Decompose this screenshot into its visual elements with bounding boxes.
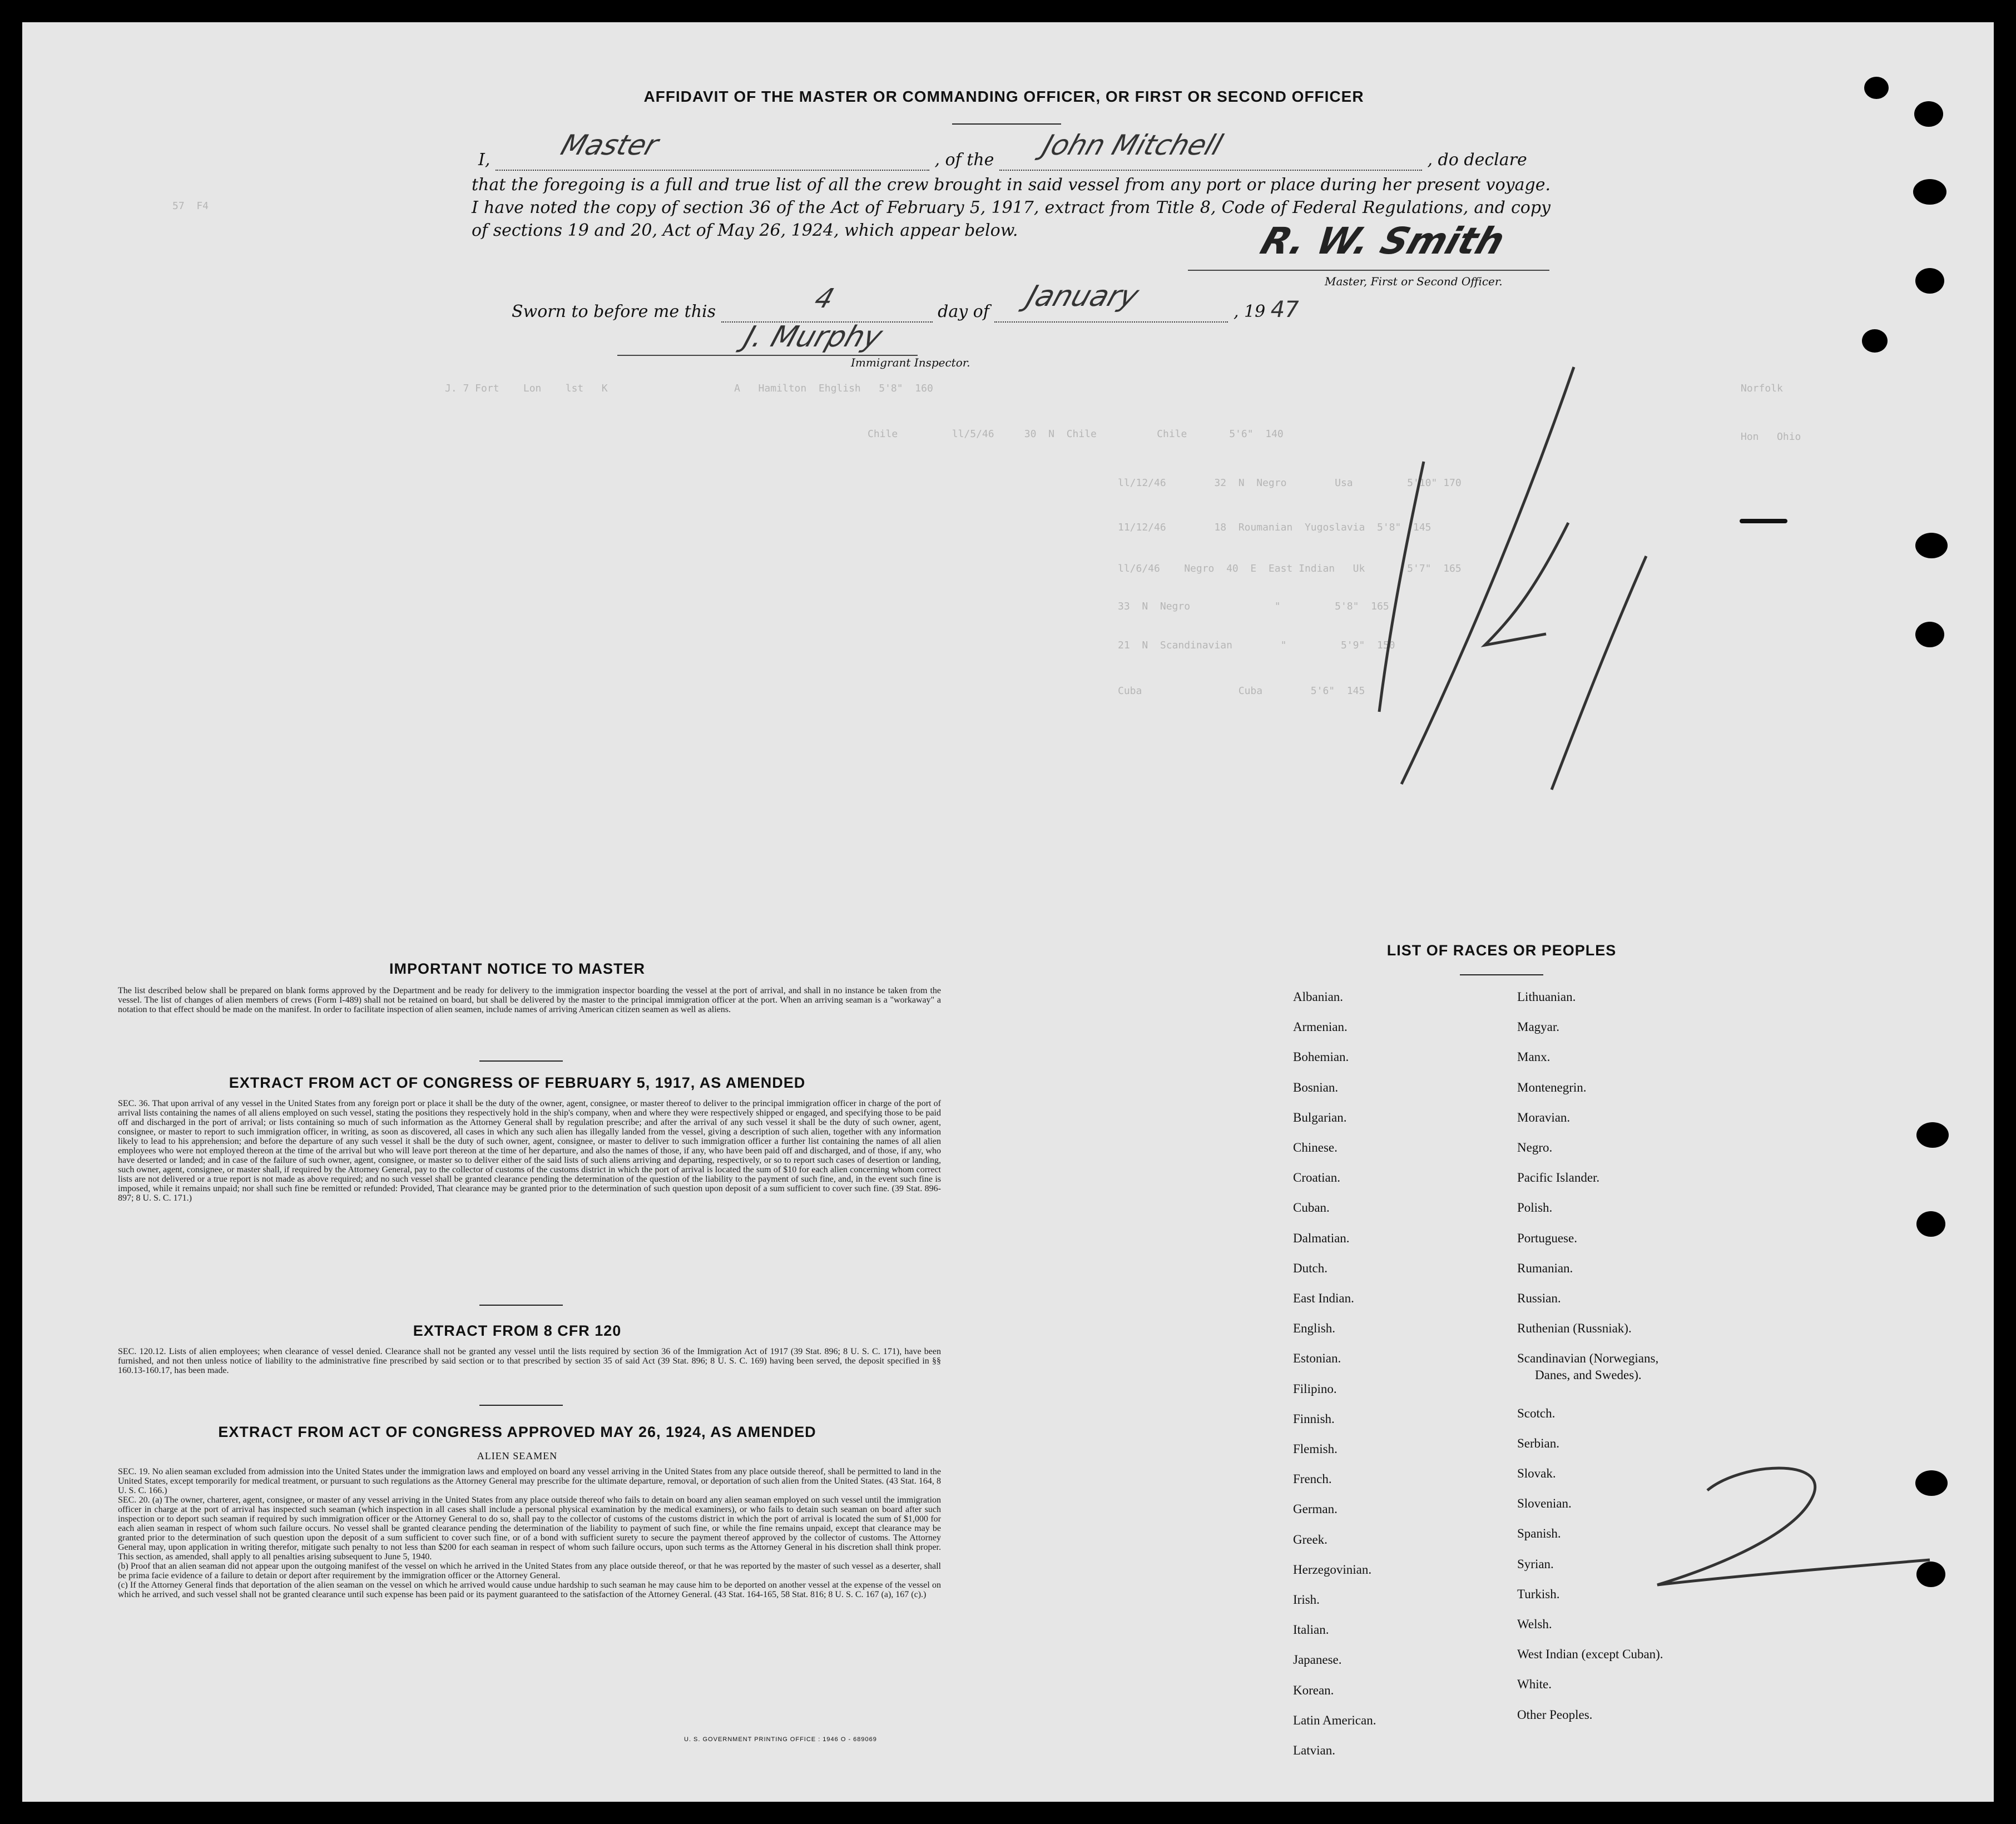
race-item: Greek. [1293,1532,1328,1547]
race-item: Slovak. [1517,1466,1556,1480]
race-item: Magyar. [1517,1020,1560,1034]
sworn-line [512,280,1401,323]
signature-caption: Master, First or Second Officer. [1325,275,1503,288]
race-item: Manx. [1517,1050,1551,1064]
race-item: Montenegrin. [1517,1080,1587,1094]
race-item: Scandinavian (Norwegians, [1517,1351,1659,1366]
race-item: Scotch. [1517,1406,1556,1420]
vessel-name-handwritten: John Mitchell [1038,129,1227,161]
race-item: White. [1517,1677,1552,1692]
bleed-through-text: Norfolk [1741,383,1783,394]
punch-hole [1913,179,1946,205]
officer-title-field [496,129,929,171]
extract-cfr-title: EXTRACT FROM 8 CFR 120 [413,1322,622,1339]
bleed-through-text: 33 N Negro " 5'8" 165 [1118,601,1389,612]
bleed-through-text: 21 N Scandinavian " 5'9" 150 [1118,640,1395,651]
sworn-month-field [994,280,1228,323]
extract-cfr-rule [479,1405,563,1406]
declaration-of: , of the [934,150,994,170]
race-item: Dutch. [1293,1261,1328,1275]
extract-1917-text: SEC. 36. That upon arrival of any vessel in the United States from any foreign port or place it shall be the duty of the owner, agent, consignee, or master thereof to deliver to the principal immigration officer in charge of the port of arrival lists containing the names of all aliens employed on such vessel, stating the positions they respectively hold in the ship's company, when and where they were respectively shipped or engaged, and specifying those to be paid off and discharged in the port of arrival; or lists containing so much of such information as the Attorney General shall by regulation prescribe; and after the arrival of any such vessel it shall be the duty of such owner, agent, consignee, or master to report to such immigration officer, in writing, as soon as discovered, all cases in which any such alien has illegally landed from the vessel, giving a description of such alien, together with any information likely to lead to his apprehension; and before the departure of any such vessel it shall be the duty of such owner, agent, consignee, or master to deliver to such immigration officer a further list containing the names of all alien employees who were not employed thereon at the time of the arrival but who will leave port thereon at the time of her departure, and also the names of those, if any, who have been paid off and discharged, and of those, if any, who have deserted or landed; and in case of the failure of such owner, agent, consignee, or master so to deliver either of the said lists of such aliens arriving and departing, respectively, or so to report such cases of desertion or landing, such owner, agent, consignee, or master shall, if required by the Attorney General, pay to the collector of customs of the customs district in which the port of arrival is located the sum of $10 for each alien concerning whom correct lists are not delivered or a true report is not made as above required; and no such vessel shall be granted clearance pending the determination of the question of the liability to the payment of such fine, and, in the event such fine is imposed, while it remains unpaid; nor shall such fine be remitted or refunded: Provided, That clearance may be granted prior to the determination of such question upon deposit of a sum sufficient to cover such fine. (39 Stat. 896-897; 8 U. S. C. 171.) [118,1099,941,1203]
punch-hole [1864,77,1889,99]
race-item: Bosnian. [1293,1080,1339,1094]
inspector-signature: J. Murphy [740,320,887,354]
race-item: Japanese. [1293,1653,1342,1667]
affidavit-title: AFFIDAVIT OF THE MASTER OR COMMANDING OFFICER, OR FIRST OR SECOND OFFICER [643,88,1364,105]
bleed-through-text: Chile ll/5/46 30 N Chile Chile 5'6" 140 [868,428,1284,440]
sworn-year-prefix: , 19 [1233,302,1266,321]
race-item: Rumanian. [1517,1261,1573,1275]
bleed-through-text: 57 F4 [172,200,209,212]
race-item: Pacific Islander. [1517,1171,1600,1185]
race-item: Spanish. [1517,1526,1561,1541]
race-item: Ruthenian (Russniak). [1517,1321,1632,1336]
race-item: Serbian. [1517,1436,1560,1450]
sec-19-text: SEC. 19. No alien seaman excluded from admission into the United States under the immigration laws and employed on board any vessel arriving in the United States from any place outside thereof, shall be permitted to land in the United States, except temporarily for medical treatment, or pursuant to such regulations as the Attorney General may prescribe for the ultimate departure, removal, or deportation of such alien from the United States. (43 Stat. 164, 8 U. S. C. 166.) [118,1467,941,1495]
race-item: Albanian. [1293,990,1344,1004]
race-item: Russian. [1517,1291,1561,1305]
title-rule [952,123,1061,125]
sworn-month-handwritten: January [1022,280,1143,313]
race-item: Estonian. [1293,1351,1341,1366]
race-item: Slovenian. [1517,1496,1572,1511]
sworn-prefix: Sworn to before me this [512,302,716,321]
inspector-caption: Immigrant Inspector. [851,356,970,369]
race-item: Negro. [1517,1141,1553,1154]
declaration-prefix: I, [478,150,491,170]
race-item: Chinese. [1293,1141,1338,1154]
race-item: Latin American. [1293,1713,1376,1727]
notice-rule [479,1060,563,1062]
bleed-through-text: ll/6/46 Negro 40 E East Indian Uk 5'7" 165 [1118,563,1462,574]
officer-title-handwritten: Master [557,129,663,161]
race-item: West Indian (except Cuban). [1517,1647,1663,1662]
race-item: Polish. [1517,1201,1553,1215]
race-item: Lithuanian. [1517,990,1576,1004]
vessel-name-field [999,129,1422,171]
notice-text: The list described below shall be prepared on blank forms approved by the Department and be ready for delivery to the immigration inspector boarding the vessel at the port of arrival, and shall in no instance be taken from the vessel. The list of changes of alien members of crews (Form I-489) shall not be retained on board, but shall be delivered by the master to the principal immigration officer at the port. When an arriving seaman is a "workaway" a notation to that effect should be made on the manifest. In order to facilitate inspection of alien seamen, include names of arriving American citizen seamen as well as aliens. [118,986,941,1014]
race-item: Korean. [1293,1683,1334,1697]
extract-1917-rule [479,1305,563,1306]
races-rule [1460,974,1543,975]
extract-1924-title: EXTRACT FROM ACT OF CONGRESS APPROVED MAY 26, 1924, AS AMENDED [218,1424,816,1440]
punch-hole [1915,533,1948,558]
notice-title: IMPORTANT NOTICE TO MASTER [389,960,645,977]
race-item: Irish. [1293,1593,1320,1607]
race-item: Portuguese. [1517,1231,1577,1245]
race-item: Latvian. [1293,1743,1335,1757]
signature-line [1188,270,1549,271]
sec-20c-text: (c) If the Attorney General finds that deportation of the alien seaman on the vessel on which he arrived would cause undue hardship to such seaman he may cause him to be deported on another vessel at the expense of the vessel on which he arrived, and such vessel shall not be granted clearance until such expense has been paid or its payment guaranteed to the satisfaction of the Attorney General. (43 Stat. 164-165, 58 Stat. 816; 8 U. S. C. 167 (a), 167 (c).) [118,1580,941,1599]
sworn-day-field [721,283,933,323]
scratch-mark [1740,519,1787,523]
race-item: Other Peoples. [1517,1707,1593,1722]
race-item: East Indian. [1293,1291,1354,1305]
race-item: Bulgarian. [1293,1110,1347,1124]
race-item: Filipino. [1293,1381,1337,1396]
race-item: Syrian. [1517,1557,1554,1571]
sworn-day-handwritten: 4 [810,283,838,314]
race-item: Dalmatian. [1293,1231,1350,1245]
handwritten-fraction-mark [1346,356,1657,801]
extract-cfr-text: SEC. 120.12. Lists of alien employees; when clearance of vessel denied. Clearance shall not be granted any vessel until the lists required by section 36 of the Immigration Act of 1917 (39 Stat. 896; 8 U. S. C. 171), have been furnished, and not then unless notice of liability to the administrative fine prescribed by said section or to that prescribed by section 35 of said Act (39 Stat. 896; 8 U. S. C. 169) having been served, the deposit specified in §§ 160.13-160.17, has been made. [118,1347,941,1375]
races-title: LIST OF RACES OR PEOPLES [1386,942,1617,959]
extract-1924-body [118,1467,941,1599]
bleed-through-text: Cuba Cuba 5'6" 145 [1118,685,1365,697]
race-item: French. [1293,1472,1332,1486]
bleed-through-text: ll/12/46 32 N Negro Usa 5'10" 170 [1118,477,1462,489]
master-signature: R. W. Smith [1255,220,1510,262]
race-item: German. [1293,1502,1338,1516]
punch-hole [1915,268,1944,294]
sec-20a-text: SEC. 20. (a) The owner, charterer, agent, consignee, or master of any vessel arriving in the United States from any place outside thereof who fails to detain on board any alien seaman employed on such vessel until the immigration officer in charge at the port of arrival has inspected such seaman (which inspection in all cases shall include a personal physical examination by the medical examiners), or who fails to detain such seaman on board after such inspection or to deport such seaman if required by such immigration officer or the Attorney General to do so, shall pay to the collector of customs of the customs district in which the port of arrival is located the sum of $1,000 for each alien seaman in respect of whom such failure occurs. No vessel shall be granted clearance pending the determination of the liability to payment of such fine, or while the fine remains unpaid, except that clearance may be granted prior to the determination of such question upon the deposit of a sum sufficient to cover such fine, or of a bond with sufficient surety to secure the payment thereof approved by the collector of customs. The Attorney General may, upon application in writing therefor, mitigate such penalty to not less than $200 for each seaman in respect of whom such failure occurs, upon such terms as the Attorney General in his discretion shall think proper. This section, as amended, shall apply to all penalties arising subsequent to June 5, 1940. [118,1495,941,1562]
affidavit-declaration-line [478,129,1552,171]
affidavit-body: that the foregoing is a full and true list of all the crew brought in said vessel from any port or place during her present voyage. I have noted the copy of section 36 of the Act of February 5, 1917, extract from Title 8, Code of Federal Regulations, and copy of sections 19 and 20, Act of May 26, 1924, which appear below. [472,175,1551,240]
sworn-year-handwritten: 47 [1270,297,1299,323]
bleed-through-text: J. 7 Fort Lon lst K A Hamilton Ehglish 5'8" 160 [445,383,933,394]
sec-20b-text: (b) Proof that an alien seaman did not appear upon the outgoing manifest of the vessel on which he arrived in the United States from any place outside thereof, or that he was reported by the master of such vessel as a deserter, shall be prima facie evidence of a failure to detain or deport after requirement by the immigration officer or the Attorney General. [118,1562,941,1580]
bleed-through-text: 11/12/46 18 Roumanian Yugoslavia 5'8" 145 [1118,522,1431,533]
bleed-through-text: Hon Ohio [1741,431,1801,443]
race-item: Italian. [1293,1623,1329,1637]
gpo-imprint: U. S. GOVERNMENT PRINTING OFFICE : 1946 O - 689069 [684,1736,877,1743]
sworn-day-of: day of [938,302,989,321]
race-item: Flemish. [1293,1442,1338,1456]
punch-hole [1915,622,1944,647]
race-item: Danes, and Swedes). [1535,1368,1642,1382]
extract-1917-title: EXTRACT FROM ACT OF CONGRESS OF FEBRUARY 5, 1917, AS AMENDED [229,1074,806,1091]
handwritten-number-mark [1646,1457,1935,1602]
punch-hole [1916,1122,1949,1148]
race-item: Finnish. [1293,1411,1335,1426]
fraction-mark-graphic [1346,356,1657,801]
punch-hole [1862,329,1888,353]
race-item: Croatian. [1293,1171,1340,1185]
race-item: English. [1293,1321,1336,1336]
race-item: Cuban. [1293,1201,1330,1215]
punch-hole [1916,1211,1945,1237]
extract-1924-subtitle: ALIEN SEAMEN [477,1450,558,1461]
race-item: Turkish. [1517,1587,1560,1601]
declaration-suffix: , do declare [1427,150,1527,170]
punch-hole [1914,101,1943,127]
race-item: Welsh. [1517,1617,1552,1631]
race-item: Armenian. [1293,1020,1348,1034]
race-item: Herzegovinian. [1293,1562,1372,1577]
number-mark-graphic [1646,1457,1935,1602]
race-item: Bohemian. [1293,1050,1349,1064]
race-item: Moravian. [1517,1110,1571,1124]
